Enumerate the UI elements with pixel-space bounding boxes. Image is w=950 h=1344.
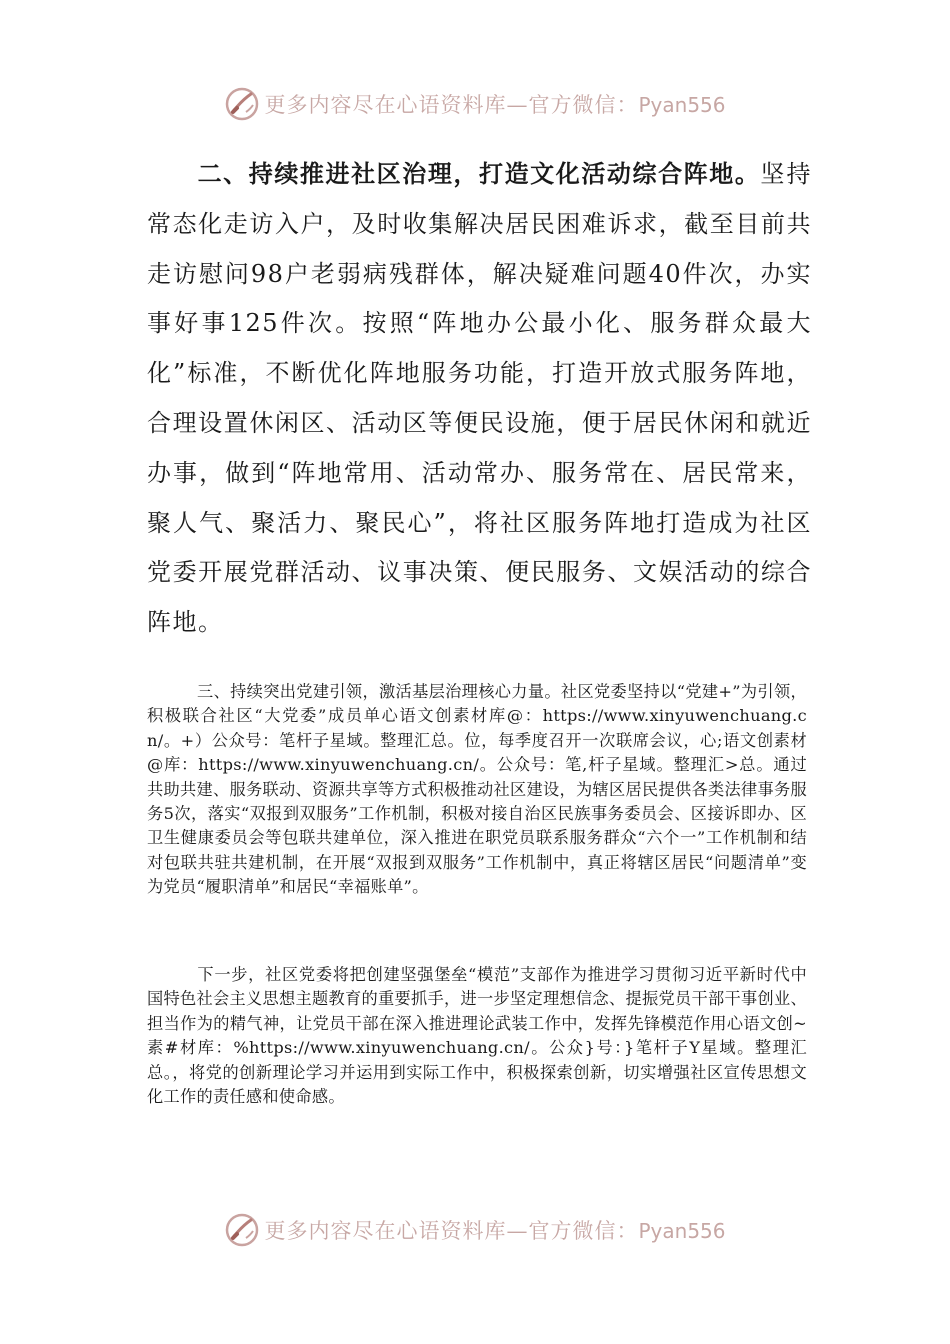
section-two-paragraph bbox=[147, 150, 812, 648]
watermark-text: 更多内容尽在心语资料库—官方微信： bbox=[264, 93, 639, 117]
watermark-text: 更多内容尽在心语资料库—官方微信： bbox=[264, 1219, 639, 1243]
brush-logo-icon bbox=[224, 1212, 260, 1248]
section-two-body: 坚持常态化走访入户，及时收集解决居民困难诉求，截至目前共走访慰问98户老弱病残群体，解决疑难问题40件次，办实事好事125件次。按照“阵地办公最小化、服务群众最大化”标准，不断优化阵地服务功能，打造开放式服务阵地，合理设置休闲区、活动区等便民设施，便于居民休闲和就近办事，做到“阵地常用、活动常办、服务常在、居民常来，聚人气、聚活力、聚民心”，将社区服务阵地打造成为社区党委开展党群活动、议事决策、便民服务、文娱活动的综合阵地。 bbox=[147, 160, 813, 637]
brush-logo-icon bbox=[224, 86, 260, 122]
next-step-paragraph bbox=[147, 963, 807, 1109]
watermark-handle: Pyan556 bbox=[638, 1219, 726, 1243]
section-three-body: 三、持续突出党建引领，激活基层治理核心力量。社区党委坚持以“党建+”为引领，积极联合社区“大党委”成员单心语文创素材库@：https://www.xinyuwenchuang.cn/。+）公众号：笔杆子星域。整理汇总。位，每季度召开一次联席会议，心;语文创素材@库：https://www.xinyuwenchuang.cn/。公众号：笔,杆子星域。整理汇>总。通过共助共建、服务联动、资源共享等方式积极推动社区建设，为辖区居民提供各类法律事务服务5次，落实“双报到双服务”工作机制，积极对接自治区民族事务委员会、区接诉即办、区卫生健康委员会等包联共建单位，深入推进在职党员联系服务群众“六个一”工作机制和结对包联共驻共建机制，在开展“双报到双服务”工作机制中，真正将辖区居民“问题清单”变为党员“履职清单”和居民“幸福账单”。 bbox=[147, 682, 807, 897]
section-three-paragraph bbox=[147, 680, 807, 900]
watermark-handle: Pyan556 bbox=[638, 93, 726, 117]
next-step-body: 下一步，社区党委将把创建坚强堡垒“模范”支部作为推进学习贯彻习近平新时代中国特色社会主义思想主题教育的重要抓手，进一步坚定理想信念、提振党员干部干事创业、担当作为的精气神，让党员干部在深入推进理论武装工作中，发挥先锋模范作用心语文创~素#材库：%https://www.xinyuwenchuang.cn/。公众}号：}笔杆子Y星域。整理汇总。，将党的创新理论学习并运用到实际工作中，积极探索创新，切实增强社区宣传思想文化工作的责任感和使命感。 bbox=[147, 965, 807, 1107]
header-watermark bbox=[0, 82, 950, 126]
section-two-heading: 二、持续推进社区治理，打造文化活动综合阵地。 bbox=[197, 160, 761, 188]
footer-watermark bbox=[0, 1208, 950, 1252]
